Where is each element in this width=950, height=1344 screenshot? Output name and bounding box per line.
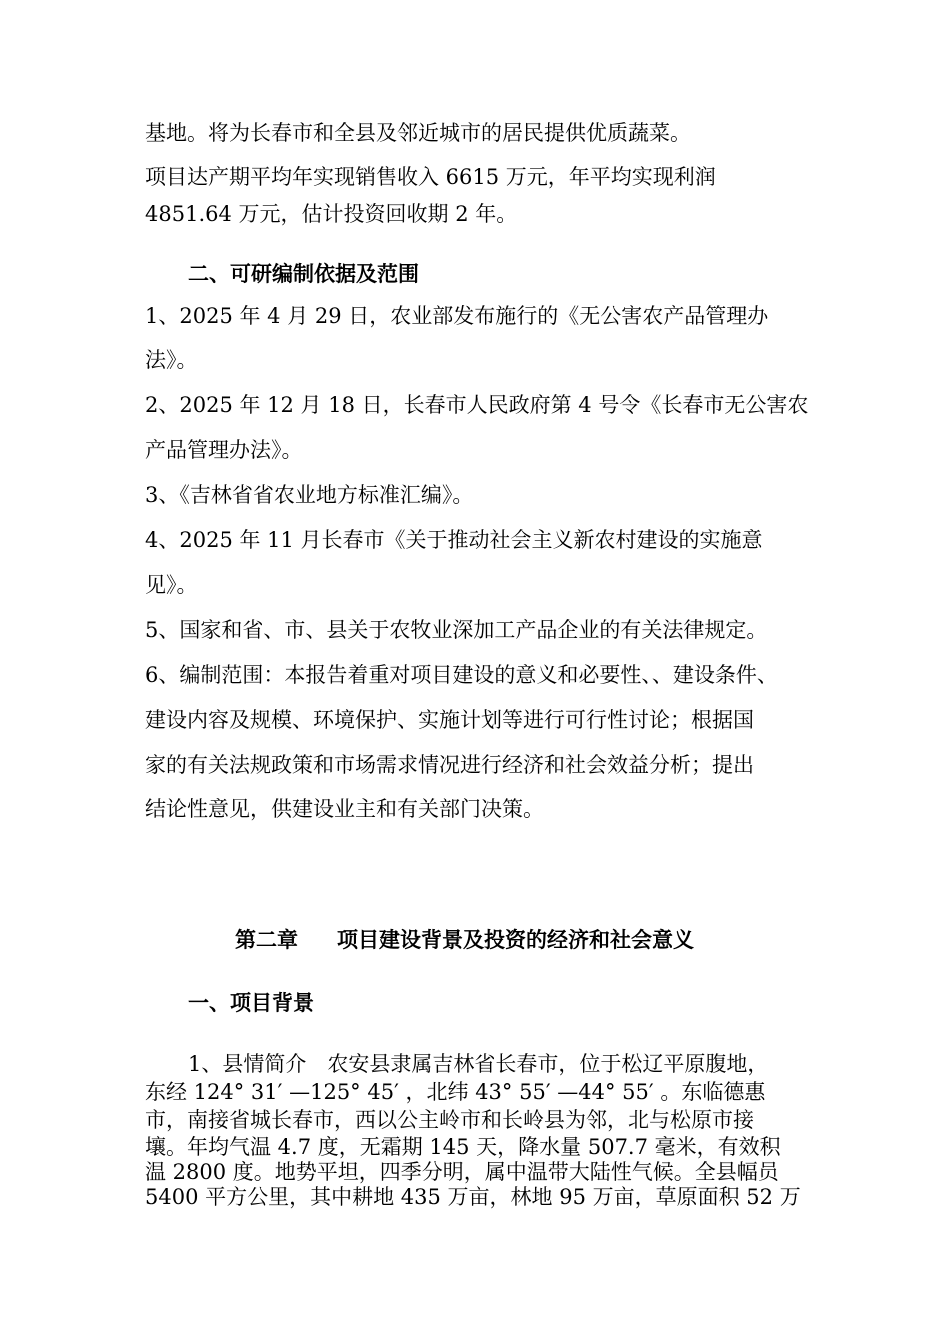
background-line: 1、县情简介 农安县隶属吉林省长春市，位于松辽平原腹地， bbox=[188, 1052, 769, 1076]
chapter-label: 第二章 bbox=[235, 928, 298, 952]
section-heading-background: 一、项目背景 bbox=[188, 991, 314, 1015]
intro-line-3: 4851.64 万元，估计投资回收期 2 年。 bbox=[145, 202, 518, 226]
basis-line: 4、2025 年 11 月长春市《关于推动社会主义新农村建设的实施意 bbox=[145, 528, 763, 552]
basis-line: 5、国家和省、市、县关于农牧业深加工产品企业的有关法律规定。 bbox=[145, 618, 768, 642]
intro-line-2: 项目达产期平均年实现销售收入 6615 万元，年平均实现利润 bbox=[145, 165, 716, 189]
basis-line: 法》。 bbox=[145, 348, 198, 372]
basis-line: 3、《吉林省省农业地方标准汇编》。 bbox=[145, 483, 474, 507]
background-line: 市，南接省城长春市，西以公主岭市和长岭县为邻，北与松原市接 bbox=[145, 1108, 754, 1132]
basis-line: 6、编制范围：本报告着重对项目建设的意义和必要性、、建设条件、 bbox=[145, 663, 778, 687]
basis-line: 产品管理办法》。 bbox=[145, 438, 303, 462]
basis-line: 家的有关法规政策和市场需求情况进行经济和社会效益分析；提出 bbox=[145, 753, 754, 777]
basis-line: 结论性意见，供建设业主和有关部门决策。 bbox=[145, 797, 544, 821]
background-line: 东经 124° 31′ —125° 45′ ，北纬 43° 55′ —44° 55′ 。东临德惠 bbox=[145, 1080, 766, 1104]
intro-line-1: 基地。将为长春市和全县及邻近城市的居民提供优质蔬菜。 bbox=[145, 121, 691, 145]
chapter-title: 项目建设背景及投资的经济和社会意义 bbox=[337, 928, 694, 952]
background-line: 壤。年均气温 4.7 度，无霜期 145 天，降水量 507.7 毫米，有效积 bbox=[145, 1135, 781, 1159]
basis-line: 建设内容及规模、环境保护、实施计划等进行可行性讨论；根据国 bbox=[145, 708, 754, 732]
basis-line: 2、2025 年 12 月 18 日，长春市人民政府第 4 号令《长春市无公害农 bbox=[145, 393, 809, 417]
background-line: 5400 平方公里，其中耕地 435 万亩，林地 95 万亩，草原面积 52 万 bbox=[145, 1185, 801, 1209]
basis-line: 1、2025 年 4 月 29 日，农业部发布施行的《无公害农产品管理办 bbox=[145, 304, 769, 328]
background-line: 温 2800 度。地势平坦，四季分明，属中温带大陆性气候。全县幅员 bbox=[145, 1160, 779, 1184]
section-heading-basis: 二、可研编制依据及范围 bbox=[188, 262, 419, 286]
basis-line: 见》。 bbox=[145, 573, 198, 597]
